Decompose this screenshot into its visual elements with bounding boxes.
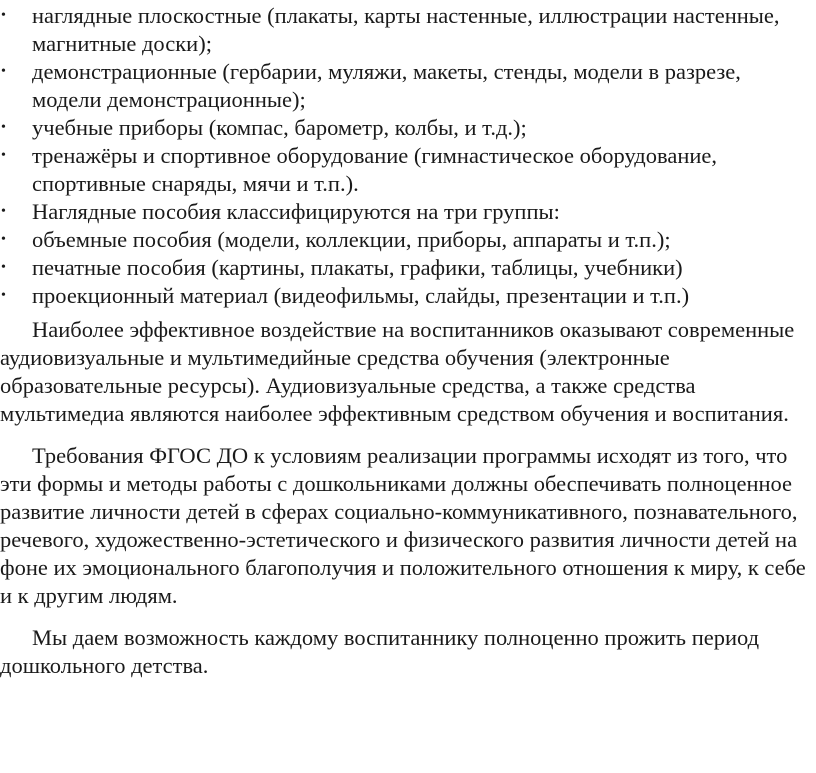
bullet-icon: •	[1, 204, 6, 219]
document-page	[0, 2, 816, 680]
list-item-text: Наглядные пособия классифицируются на три группы:	[32, 199, 560, 224]
bullet-icon: •	[1, 232, 6, 247]
bullet-icon: •	[1, 148, 6, 163]
list-item-text: тренажёры и спортивное оборудование (гимнастическое оборудование, спортивные снаряды, мячи и т.п.).	[32, 143, 718, 196]
list-item-text: объемные пособия (модели, коллекции, приборы, аппараты и т.п.);	[32, 227, 671, 252]
list-item	[0, 226, 816, 254]
list-item	[0, 142, 816, 198]
list-item-text: печатные пособия (картины, плакаты, графики, таблицы, учебники)	[32, 255, 683, 280]
list-item	[0, 114, 816, 142]
list-item	[0, 2, 816, 58]
paragraph-conclusion: Мы даем возможность каждому воспитаннику полноценно прожить период дошкольного детства.	[0, 625, 760, 678]
list-item	[0, 282, 816, 310]
list-item	[0, 58, 816, 114]
bullet-list	[0, 2, 816, 310]
list-item	[0, 198, 816, 226]
bullet-icon: •	[1, 260, 6, 275]
list-item	[0, 254, 816, 282]
bullet-icon: •	[1, 8, 6, 23]
list-item-text: наглядные плоскостные (плакаты, карты настенные, иллюстрации настенные, магнитные доски);	[32, 3, 780, 56]
paragraph-av-media: Наиболее эффективное воздействие на воспитанников оказывают современные аудиовизуальные и мультимедийные средства обучения (электронные образовательные ресурсы). Аудиовизуальные средства, а также средства мультимедиа являются наиболее эффективным средством обучения и воспитания.	[0, 317, 795, 426]
list-item-text: демонстрационные (гербарии, муляжи, макеты, стенды, модели в разрезе, модели демонстрационные);	[32, 59, 741, 112]
list-item-text: учебные приборы (компас, барометр, колбы, и т.д.);	[32, 115, 527, 140]
bullet-icon: •	[1, 64, 6, 79]
bullet-icon: •	[1, 120, 6, 135]
bullet-icon: •	[1, 288, 6, 303]
paragraph-fgos-requirements: Требования ФГОС ДО к условиям реализации программы исходят из того, что эти формы и методы работы с дошкольниками должны обеспечивать полноценное развитие личности детей в сферах социально-коммуникативного, познавательного, речевого, художественно-эстетического и физического развития личности детей на фоне их эмоционального благополучия и положительного отношения к миру, к себе и к другим людям.	[0, 443, 806, 608]
list-item-text: проекционный материал (видеофильмы, слайды, презентации и т.п.)	[32, 283, 690, 308]
